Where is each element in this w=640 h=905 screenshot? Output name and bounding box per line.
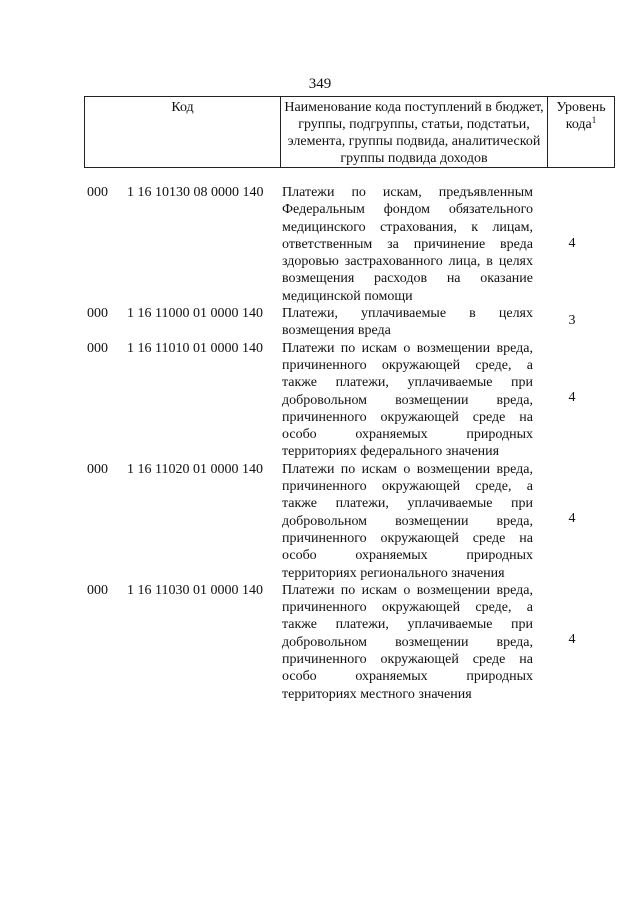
- table-row: [0, 184, 640, 305]
- row-name: Платежи по искам о возмещении вреда, причиненного окружающей среде, а также платежи, уплачиваемые при добровольном возмещении вреда, причиненного окружающей среде на особо охраняемых природных территориях регионального значения: [282, 461, 533, 581]
- row-code: 1 16 11020 01 0000 140: [127, 461, 263, 477]
- row-code: 1 16 11010 01 0000 140: [127, 340, 263, 356]
- row-name: Платежи, уплачиваемые в целях возмещения вреда: [282, 306, 533, 339]
- page-number: 349: [308, 76, 332, 92]
- table-row: [0, 582, 640, 703]
- row-name: Платежи по искам о возмещении вреда, причиненного окружающей среде, а также платежи, уплачиваемые при добровольном возмещении вреда, причиненного окружающей среде на особо охраняемых природных территориях федерального значения: [282, 340, 533, 460]
- row-prefix: 000: [87, 185, 108, 200]
- header-code-label: Код: [171, 100, 194, 115]
- row-level: 4: [568, 631, 576, 647]
- row-prefix: 000: [87, 582, 108, 598]
- table-row: [0, 305, 640, 340]
- row-name: Платежи по искам, предъявленным Федеральным фондом обязательного медицинского страхования, к лицам, ответственным за причинение вреда здоровью застрахованного лица, в целях возмещения расходов на оказание медицинской помощи: [282, 185, 533, 304]
- table-row: [0, 461, 640, 582]
- row-prefix: 000: [87, 340, 108, 356]
- header-level-footnote: 1: [591, 115, 597, 125]
- header-level-cell: [548, 97, 615, 168]
- header-code-cell: [85, 97, 281, 168]
- header-name-cell: [281, 97, 548, 168]
- row-level: 4: [568, 389, 576, 405]
- row-prefix: 000: [87, 461, 108, 477]
- code-list: [0, 184, 640, 703]
- row-level: 4: [568, 510, 576, 526]
- row-name: Платежи по искам о возмещении вреда, причиненного окружающей среде, а также платежи, уплачиваемые при добровольном возмещении вреда, причиненного окружающей среде на особо охраняемых природных территориях местного значения: [282, 582, 533, 702]
- row-level: 4: [568, 236, 576, 251]
- row-prefix: 000: [87, 306, 108, 322]
- row-code: 1 16 10130 08 0000 140: [127, 185, 264, 200]
- table-row: [0, 340, 640, 461]
- header-level-label: Уровень кода: [556, 100, 606, 132]
- row-level: 3: [568, 313, 576, 329]
- row-code: 1 16 11000 01 0000 140: [127, 306, 263, 322]
- row-code: 1 16 11030 01 0000 140: [127, 582, 263, 598]
- header-name-label: Наименование кода поступлений в бюджет, группы, подгруппы, статьи, подстатьи, элемента, группы подвида, аналитической группы подвида доходов: [284, 100, 544, 166]
- table-header: [84, 96, 615, 168]
